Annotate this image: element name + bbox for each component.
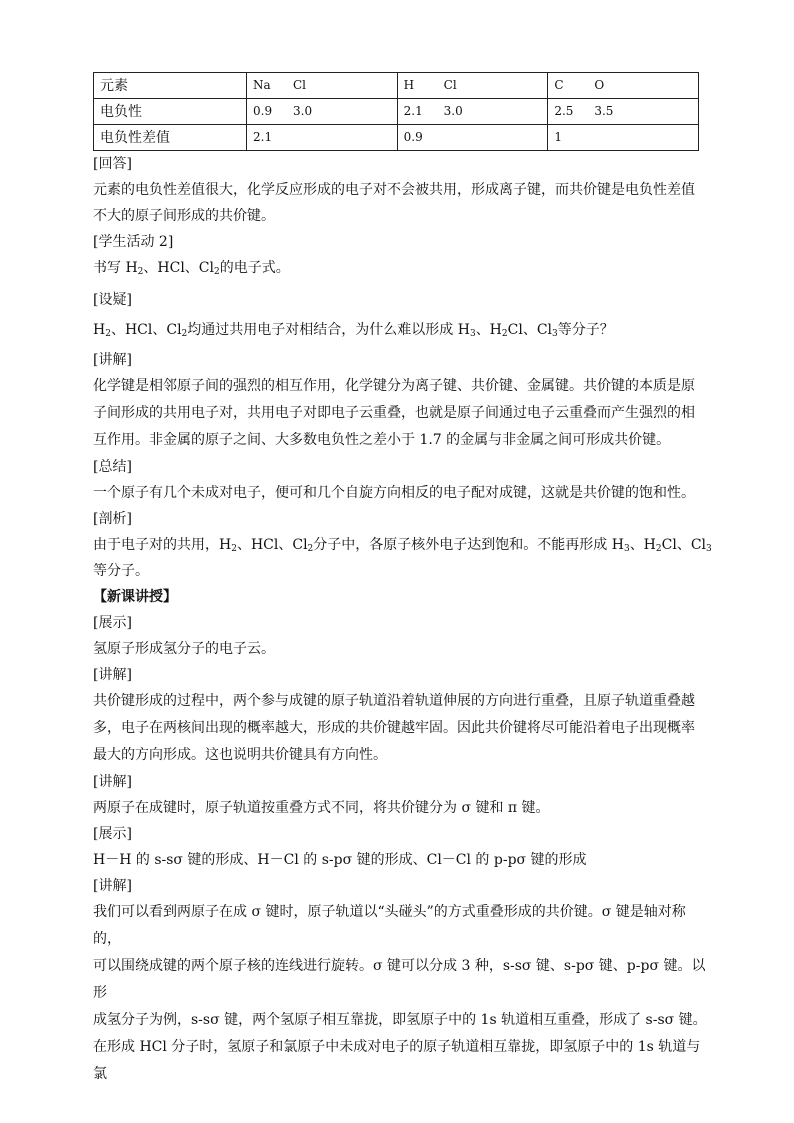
- cell-value: Cl: [293, 78, 307, 92]
- table-cell: [548, 125, 699, 151]
- cell-value: 3.0: [443, 104, 463, 118]
- table-row: [94, 99, 699, 125]
- electronegativity-table: [93, 72, 699, 151]
- table-row: [94, 125, 699, 151]
- cell-value: Na: [253, 78, 271, 92]
- cell-value: 3.5: [594, 104, 614, 118]
- activity-tag: [学生活动 2]: [93, 234, 174, 250]
- explain-line: 可以围绕成键的两个原子核的连线进行旋转。σ 键可以分成 3 种，s-sσ 键、s-pσ 键、p-pσ 键。以形: [93, 958, 706, 1001]
- explain-line: 互作用。非金属的原子之间、大多数电负性之差小于 1.7 的金属与非金属之间可形成共价键。: [93, 432, 671, 448]
- summary-line: 一个原子有几个未成对电子，便可和几个自旋方向相反的电子配对成键，这就是共价键的饱和性。: [93, 485, 695, 501]
- table-row: [94, 73, 699, 99]
- explain-line: 化学键是相邻原子间的强烈的相互作用，化学键分为离子键、共价键、金属键。共价键的本质是原: [93, 378, 695, 394]
- explain-line: 两原子在成键时，原子轨道按重叠方式不同，将共价键分为 σ 键和 π 键。: [93, 800, 550, 816]
- cell-value: 0.9: [253, 104, 273, 118]
- summary-tag: [总结]: [93, 459, 132, 475]
- table-cell: [548, 99, 699, 125]
- table-cell: [397, 99, 548, 125]
- table-cell-label: 电负性: [94, 99, 247, 125]
- show-line: H－H 的 s-sσ 键的形成、H－Cl 的 s-pσ 键的形成、Cl－Cl 的 p-pσ 键的形成: [93, 852, 587, 868]
- answer-tag: [回答]: [93, 156, 132, 172]
- explain-line: 成氢分子为例，s-sσ 键，两个氢原子相互靠拢，即氢原子中的 1s 轨道相互重叠，形成了 s-sσ 键。: [93, 1012, 707, 1028]
- cell-value: 1: [554, 130, 562, 144]
- table-cell: [397, 73, 548, 99]
- document-page: [93, 72, 712, 1088]
- table-cell: [247, 125, 398, 151]
- explain-paragraph: [93, 899, 709, 1088]
- answer-line: 不大的原子间形成的共价键。: [93, 208, 275, 224]
- analysis-line: 等分子。: [93, 563, 149, 579]
- cell-value: 2.1: [403, 104, 423, 118]
- explain-tag: [讲解]: [93, 878, 132, 894]
- answer-line: 元素的电负性差值很大，化学反应形成的电子对不会被共用，形成离子键，而共价键是电负性差值: [93, 182, 695, 198]
- explain-line: 在形成 HCl 分子时，氢原子和氯原子中未成对电子的原子轨道相互靠拢，即氢原子中的 1s 轨道与氯: [93, 1039, 701, 1082]
- question-tag: [设疑]: [93, 292, 132, 308]
- cell-value: Cl: [443, 78, 457, 92]
- explain-paragraph: [93, 373, 709, 454]
- table-cell: [247, 73, 398, 99]
- table-cell: [548, 73, 699, 99]
- explain-tag: [讲解]: [93, 352, 132, 368]
- cell-value: C: [554, 78, 564, 92]
- question-line: $H_2$、HCl、$Cl_2$均通过共用电子对相结合，为什么难以形成 $H_3$、$H_2Cl$、$Cl_3$等分子？: [93, 322, 614, 339]
- show-tag: [展示]: [93, 615, 132, 631]
- explain-line: 最大的方向形成。这也说明共价键具有方向性。: [93, 747, 387, 763]
- explain-paragraph: [93, 688, 709, 769]
- table-cell-label: 元素: [94, 73, 247, 99]
- show-line: 氢原子形成氢分子的电子云。: [93, 641, 275, 657]
- activity-line: 书写 $H_2$、HCl、$Cl_2$的电子式。: [93, 260, 290, 277]
- cell-value: 0.9: [403, 130, 423, 144]
- cell-value: 2.5: [554, 104, 574, 118]
- cell-value: 2.1: [253, 130, 273, 144]
- table-cell: [397, 125, 548, 151]
- show-tag: [展示]: [93, 826, 132, 842]
- table-cell-label: 电负性差值: [94, 125, 247, 151]
- analysis-line: 由于电子对的共用，$H_2$、HCl、$Cl_2$分子中，各原子核外电子达到饱和。不能再形成 $H_3$、$H_2Cl$、$Cl_3$: [93, 537, 712, 554]
- analysis-tag: [剖析]: [93, 511, 132, 527]
- cell-value: 3.0: [293, 104, 313, 118]
- explain-tag: [讲解]: [93, 667, 132, 683]
- table-cell: [247, 99, 398, 125]
- explain-line: 我们可以看到两原子在成 σ 键时，原子轨道以“头碰头”的方式重叠形成的共价键。σ 键是轴对称的，: [93, 904, 686, 947]
- explain-line: 多，电子在两核间出现的概率越大，形成的共价键越牢固。因此共价键将尽可能沿着电子出现概率: [93, 720, 695, 736]
- section-heading: 【新课讲授】: [93, 589, 177, 605]
- explain-line: 子间形成的共用电子对，共用电子对即电子云重叠，也就是原子间通过电子云重叠而产生强烈的相: [93, 405, 695, 421]
- explain-line: 共价键形成的过程中，两个参与成键的原子轨道沿着轨道伸展的方向进行重叠，且原子轨道重叠越: [93, 693, 695, 709]
- explain-tag: [讲解]: [93, 774, 132, 790]
- cell-value: O: [594, 78, 605, 92]
- cell-value: H: [403, 78, 415, 92]
